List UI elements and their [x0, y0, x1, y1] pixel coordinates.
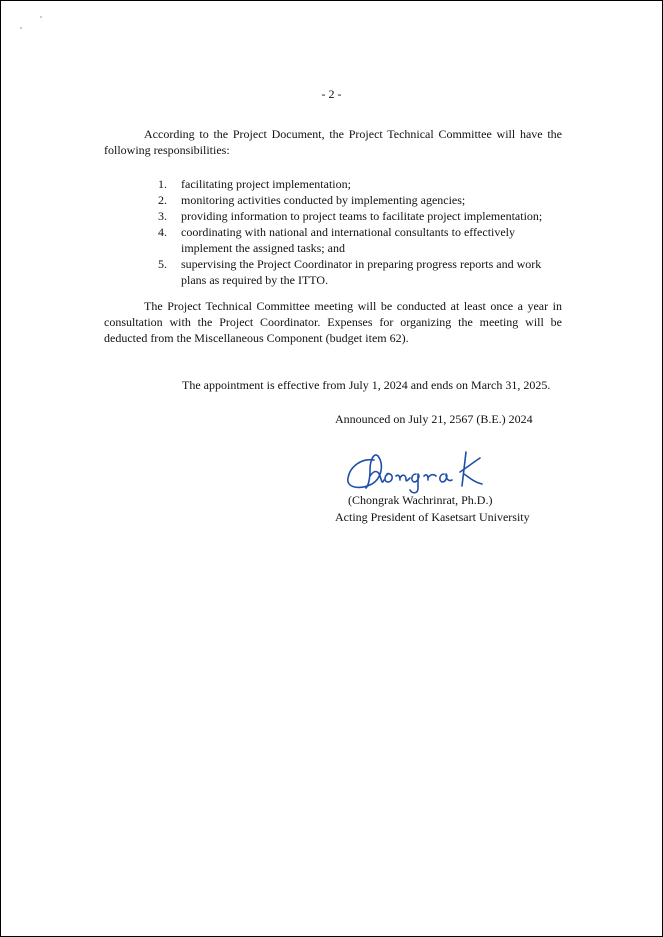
effective-date-text: The appointment is effective from July 1, 2024 and ends on March 31, 2025. — [182, 378, 551, 392]
page-number: - 2 - — [321, 87, 342, 101]
meeting-paragraph: The Project Technical Committee meeting will be conducted at least once a year in consultation with the Project Coordinator. Expenses for organizing the meeting will be deducted from the Miscellaneous Component (budget item 62). — [104, 299, 562, 345]
signatory-name: (Chongrak Wachrinrat, Ph.D.) — [348, 493, 493, 507]
signatory-title: Acting President of Kasetsart University — [335, 510, 530, 524]
scan-speck — [40, 16, 42, 18]
announced-date-text: Announced on July 21, 2567 (B.E.) 2024 — [335, 412, 533, 426]
intro-paragraph: According to the Project Document, the Project Technical Committee will have the following responsibilities: — [104, 127, 562, 157]
scan-speck — [20, 27, 22, 29]
